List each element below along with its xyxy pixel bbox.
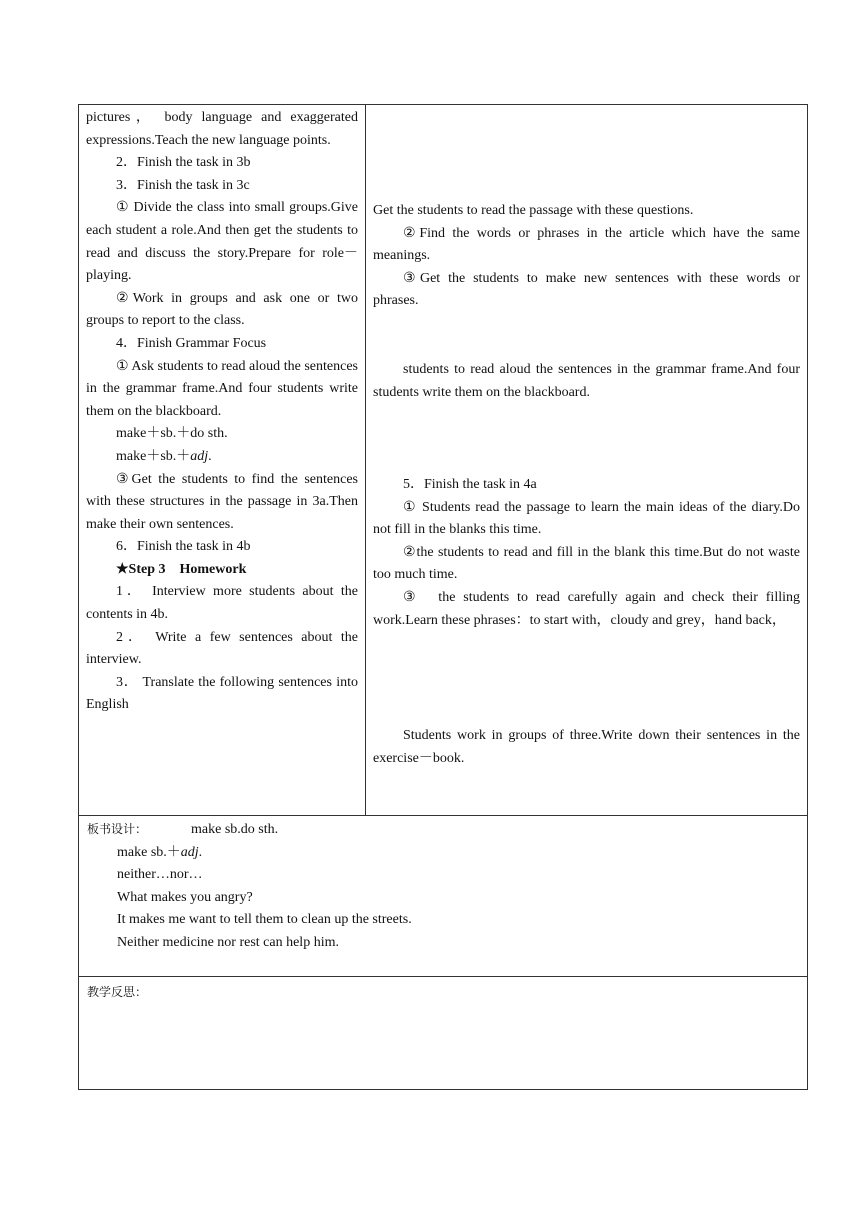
board-design-cell <box>79 816 808 977</box>
activity-line: ③Get the students to make new sentences with these words or phrases. <box>373 270 800 309</box>
activity-line: Students work in groups of three.Write down their sentences in the exercise－book. <box>373 728 800 766</box>
task-subitem: ① Divide the class into small groups.Give each student a role.And then get the students to read and discuss the story.Prepare for role－playing. <box>86 200 358 284</box>
task-item: 3．Finish the task in 3c <box>116 177 250 193</box>
activities-row <box>79 105 808 816</box>
board-design-label: 板书设计： <box>87 822 148 836</box>
groupwork-block <box>373 725 800 770</box>
task-item: 4．Finish Grammar Focus <box>116 335 267 351</box>
lesson-plan-table <box>78 104 808 1090</box>
board-line: Neither medicine nor rest can help him. <box>117 934 339 950</box>
homework-item: 3． Translate the following sentences into English <box>86 674 358 713</box>
task-subitem: ① Ask students to read aloud the sentences in the grammar frame.And four students write them on the blackboard. <box>86 358 358 419</box>
step-heading: ★Step 3 Homework <box>116 561 247 577</box>
board-text: . <box>198 844 203 860</box>
structure-text: . <box>208 448 212 464</box>
board-design-row <box>79 816 808 977</box>
reading-activity-block <box>373 200 800 313</box>
board-line: neither…nor… <box>117 867 203 883</box>
left-text-line: expressions.Teach the new language points. <box>86 132 331 148</box>
activity-line: ②Find the words or phrases in the article which have the same meanings. <box>373 225 800 264</box>
homework-item: 1． Interview more students about the contents in 4b. <box>86 584 358 623</box>
structure-italic-text: adj <box>190 448 209 464</box>
reflection-label: 教学反思： <box>87 985 148 999</box>
task-item: 2．Finish the task in 3b <box>116 155 251 171</box>
task-4a-block <box>373 474 800 632</box>
grammar-structure <box>86 446 358 469</box>
teacher-activities-cell <box>79 105 366 816</box>
activity-line: Get the students to read the passage with these questions. <box>373 203 694 218</box>
activity-line: ②the students to read and fill in the blank this time.But do not waste too much time. <box>373 544 800 583</box>
activity-line: ③ the students to read carefully again and check their filling work.Learn these phrases：to start with，cloudy and grey，hand back， <box>373 589 800 628</box>
activity-line: ① Students read the passage to learn the main ideas of the diary.Do not fill in the blanks this time. <box>373 499 800 538</box>
board-line: What makes you angry? <box>117 889 253 905</box>
board-line <box>87 842 800 865</box>
task-item: 6．Finish the task in 4b <box>116 539 251 555</box>
structure-text: make＋sb.＋ <box>116 448 191 464</box>
homework-item: 2． Write a few sentences about the interview. <box>86 629 358 668</box>
board-line: make sb.do sth. <box>191 822 279 837</box>
board-design-title <box>87 818 800 842</box>
activity-heading: 5．Finish the task in 4a <box>403 477 537 492</box>
left-text-line: pictures， body language and exaggerated <box>86 110 358 125</box>
grammar-activity-block <box>373 359 800 404</box>
board-text: make sb.＋ <box>117 844 181 860</box>
board-line: It makes me want to tell them to clean up the streets. <box>117 912 412 928</box>
task-subitem: ③Get the students to find the sentences with these structures in the passage in 3a.Then make their own sentences. <box>86 471 358 532</box>
task-subitem: ②Work in groups and ask one or two groups to report to the class. <box>86 290 358 329</box>
student-activities-cell <box>366 105 808 816</box>
grammar-structure: make＋sb.＋do sth. <box>116 426 228 442</box>
activity-line: students to read aloud the sentences in the grammar frame.And four students write them on the blackboard. <box>373 362 800 400</box>
board-italic-text: adj <box>180 844 199 860</box>
reflection-row <box>79 977 808 1090</box>
reflection-cell <box>79 977 808 1090</box>
